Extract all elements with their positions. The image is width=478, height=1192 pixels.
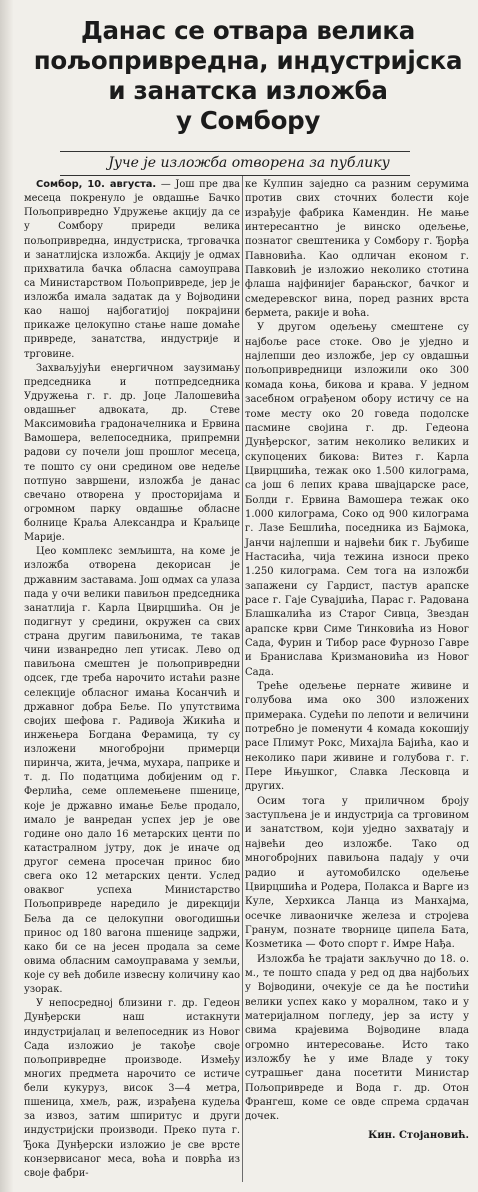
headline [22, 16, 474, 136]
article-paragraph [24, 178, 240, 362]
page-edge-strip [0, 0, 13, 1192]
rule-above-subhead [60, 151, 410, 152]
column-divider [242, 176, 243, 1182]
subheadline: Јуче је изложба отворена за публику [108, 155, 390, 171]
article-paragraph: Осим тога у приличном броју заступљена је и индустрија са трговином и занатством, који уједно захватају и највећи део изложбе. Тако од многобројних павиљона падају у очи радио и аутомобилско одељење Цвирцшића и Родера, Полакса и Варге из Куле, Херхикса Ланца из Манхајма, осечке ливаоничке железа и стројева Гранум, познате творнице ципела Бата, Козметика — Фото спорт г. Имре Нађа. [245, 795, 469, 951]
headline-line-2: пољопривредна, индустријска [33, 46, 463, 75]
headline-line-4: у Сомбору [175, 106, 321, 135]
article-paragraph: Треће одељење пернате живине и голубова има око 300 изложених примерака. Судећи по лепоти и величини потребно је поменути 4 комада кокошију расе Плимут Рокс, Михајла Бајића, као и неколико пари живине и голубова г. г. Пере Ињушког, Славка Лесковца и других. [245, 681, 469, 793]
rule-below-subhead [60, 175, 410, 176]
article-column-left [24, 178, 240, 1181]
article-column-right [245, 178, 469, 1143]
dateline: Сомбор, 10. августа. [36, 179, 157, 190]
article-paragraph: Цео комплекс земљишта, на коме је изложба отворена декорисан је државним заставама. Још одмах са улаза пада у очи велики павиљон председника занатлија г. Карла Цвирцшића. Он је подигнут у средини, окружен са свих страна другим павиљонима, те такав чини изванредно леп утисак. Лево од павиљона смештен је пољопривредни одсек, где треба нарочито истаћи разне селекције обласног имања Косанчић и државног добра Беље. По упутствима својих шефова г. Радивоја Жикића и инжењера Богдана Ферамица, ту су изложени многобројни примерци пиринча, жита, јечма, мухара, паприке и т. д. По податцима добијеним од г. Ферлића, семе оплемењене пшенице, које је државно имање Беље продало, имало је ванредан успех јер је ове године оно дало 16 метарских центи по катастралном јутру, док је иначе од другог семена просечан принос био свега око 12 метарских центи. Услед оваквог успеха Министарство Пољопривреде наредило је дирекцији Беља да се целокупни овогодишњи принос од 180 вагона пшенице задржи, како би се на јесен продала за семе овима обласним самоуправама у земљи, које су већ добиле извесну количину као узорак. [24, 546, 241, 996]
paragraph-text: — Још пре два месеца покренуло је овдашње Бачко Пољопривредно Удружење акцију да се у Сомбору приреди велика пољопривредна, индустриска, трговачка и занатлијска изложба. Акцију је одмах прихватила бачка обласна самоуправа са Министарством Пољопривреде, јер је изложба имала задатак да у Војводини као нашој најбогатијој покрајини прикаже целокупно стање наше домаће привреде, занатства, индустрије и трговине. [24, 179, 240, 360]
article-paragraph: Изложба ће трајати закључно до 18. о. м., те пошто спада у ред од два најбољих у Војводини, очекује се да ће постићи велики успех како у моралном, тако и у материјалном погледу, јер за исту у свима крајевима Војводине влада огромно интересовање. Исто тако изложбу ће у име Владе у току сутрашњег дана посетити Министар Пољопривреде и Вода г. др. Отон Франгеш, коме се овде спрема срдачан дочек. [245, 953, 469, 1123]
article-paragraph: Захваљујући енергичном заузимању председника и потпредседника Удружења г. г. др. Јоце Лалошевића овдашњег адвоката, др. Стеве Максимовића градоначелника и Ервина Вамошера, велепоседника, припремни радови су почели још прошлог месеца, те пошто су они средином ове недеље потпуно завршени, изложба је данас свечано отворена у просторијама и огромном парку овдашње обласне болнице Краља Александра и Краљице Марије. [24, 362, 240, 544]
article-paragraph: ке Кулпин заједно са разним серумима против свих сточних болести које израђује фабрика Камендин. Не мање интересантно је винско одељење, познатог свештеника у Сомбору г. Ђорђа Павновића. Као одличан економ г. Павковић је изложио неколико стотина флаша најфинијег барањског, бачког и смедеревског вина, поред разних врста бермета, ракије и воћа. [245, 179, 469, 320]
article-paragraph: У другом одељењу смештене су најбоље расе стоке. Ово је уједно и најлепши део изложбе, јер су овдашњи пољопривредници изложили око 300 комада коња, бикова и крава. У једном засебном ограђеном обору истичу се на томе месту око 20 говеда подолске пасмине својина г. др. Гедеона Дунђерског, затим неколико великих и скупоцених бикова: Витез г. Карла Цвирцшића, тежак око 1.500 килограма, са још 6 лепих крава швајцарске расе, Болди г. Ервина Вамошера тежак око 1.000 килограма, Соко од 900 килограма г. Лазе Бешлића, поседника из Бајмока, Јанчи најлепши и највећи бик г. Љубише Настасића, чија тежина износи преко 1.250 килограма. Сем тога на изложби запажени су Гардист, пастув арапске расе г. Гаје Сувајџића, Парас г. Радована Блашкалића из Старог Сивца, Звездан арапске крви Симе Тинковића из Новог Сада, Фурин и Тибор расе Фурнозо Гавре и Бранислава Кризмановића из Новог Сада. [245, 322, 469, 678]
author-signature: Кин. Стојановић. [368, 1129, 469, 1141]
headline-line-1: Данас се отвара велика [81, 16, 415, 45]
headline-line-3: и занатска изложба [108, 76, 388, 105]
article-paragraph: У непосредној близини г. др. Гедеон Дунђерски наш истакнути индустријалац и велепоседник из Новог Сада изложио је такође своје пољопривредне производе. Између многих предмета нарочито се истиче бели кукуруз, висок 3—4 метра, пшеница, хмељ, раж, израђена кудеља за извоз, затим шпиритус и други индустријски производи. Преко пута г. Ђока Дунђерски изложио је све врсте конзервисаног меса, воћа и поврћа из своје фабри- [24, 998, 240, 1179]
